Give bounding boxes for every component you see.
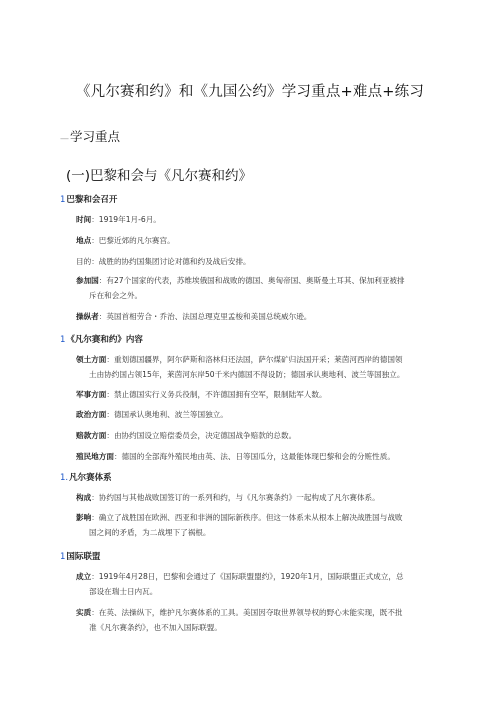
paragraph-impact	[76, 510, 460, 540]
heading-versailles-system	[60, 471, 112, 483]
paragraph-label: 操纵者	[76, 312, 99, 321]
paragraph-text: ：1919年4月28日，巴黎和会通过了《国际联盟盟约》，1920年1月，国际联盟正式成立，总	[91, 572, 404, 581]
heading-league-of-nations	[60, 550, 100, 562]
document-title: 《凡尔赛和约》和《九国公约》学习重点+难点+练习	[75, 84, 425, 100]
paragraph-time	[76, 212, 460, 227]
paragraph-goal	[76, 254, 460, 269]
paragraph-reparation	[76, 428, 460, 443]
paragraph-continuation: 国之间的矛盾，为二战埋下了祸根。	[89, 528, 211, 537]
paragraph-continuation: 斥在和会之外。	[89, 291, 143, 300]
paragraph-text: ：德国承认奥地利、波兰等国独立。	[106, 410, 228, 419]
paragraph-label: 目的	[76, 257, 92, 266]
heading-text: 凡尔赛体系	[69, 473, 112, 483]
paragraph-label: 参加国	[76, 276, 99, 285]
paragraph-founding	[76, 569, 460, 599]
section-heading-text: 学习重点	[70, 129, 121, 144]
paragraph-text: ：在英、法操纵下，维护凡尔赛体系的工具。美国因夺取世界领导权的野心未能实现，既不批	[91, 608, 403, 617]
paragraph-label: 影响	[76, 513, 92, 522]
paragraph-military	[76, 387, 460, 402]
paragraph-text: ：英国首相劳合・乔治、法国总理克里孟梭和美国总统威尔逊。	[98, 312, 312, 321]
paragraph-controllers	[76, 309, 460, 324]
heading-number: 1	[60, 195, 66, 205]
paragraph-text: ：由协约国设立赔偿委员会，决定德国战争赔款的总数。	[106, 431, 297, 440]
heading-treaty-content	[60, 333, 143, 345]
paragraph-text: ：禁止德国实行义务兵役制，不许德国拥有空军，限制陆军人数。	[106, 390, 327, 399]
paragraph-text: ：战胜的协约国集团讨论对德和约及战后安排。	[91, 257, 251, 266]
paragraph-label: 赔款方面	[76, 431, 107, 440]
paragraph-label: 领土方面	[76, 355, 107, 364]
paragraph-label: 成立	[76, 572, 92, 581]
paragraph-composition	[76, 490, 460, 505]
heading-paris-conference	[60, 193, 117, 205]
paragraph-label: 实质	[76, 608, 92, 617]
heading-text: 巴黎和会召开	[66, 195, 118, 205]
paragraph-text: ：确立了战胜国在欧洲、西亚和非洲的国际新秩序。但这一体系未从根本上解决战胜国与战败	[91, 513, 403, 522]
paragraph-colonies	[76, 449, 460, 464]
heading-number: 1.	[60, 473, 69, 483]
paragraph-place	[76, 233, 460, 248]
heading-text: 《凡尔赛和约》内容	[66, 335, 143, 345]
paragraph-essence	[76, 605, 460, 635]
paragraph-continuation: 部设在瑞士日内瓦。	[89, 587, 158, 596]
paragraph-politics	[76, 407, 460, 422]
subsection-heading: (一)巴黎和会与《凡尔赛和约》	[66, 168, 253, 184]
paragraph-label: 时间	[76, 215, 92, 224]
heading-text: 国际联盟	[66, 552, 101, 562]
paragraph-label: 军事方面	[76, 390, 107, 399]
paragraph-label: 地点	[76, 236, 92, 245]
section-marker: —	[60, 134, 69, 144]
paragraph-label: 殖民地方面	[76, 452, 114, 461]
paragraph-territory	[76, 352, 460, 382]
paragraph-text: ：重划德国疆界，阿尔萨斯和洛林归还法国，萨尔煤矿归法国开采；莱茵河西岸的德国领	[106, 355, 403, 364]
section-heading	[60, 127, 120, 145]
paragraph-text: ：协约国与其他战败国签订的一系列和约，与《凡尔赛条约》一起构成了凡尔赛体系。	[91, 493, 380, 502]
paragraph-text: ：1919年1月-6月。	[91, 215, 161, 224]
paragraph-text: ：巴黎近郊的凡尔赛宫。	[91, 236, 175, 245]
heading-number: 1	[60, 335, 66, 345]
paragraph-text: ：有27个国家的代表，苏维埃俄国和战败的德国、奥匈帝国、奥斯曼土耳其、保加利亚被排	[98, 276, 405, 285]
paragraph-label: 构成	[76, 493, 92, 502]
paragraph-attendees	[76, 273, 460, 303]
paragraph-continuation: 土由协约国占领15年，莱茵河东岸50千米内德国不得设防；德国承认奥地利、波兰等国独立。	[89, 370, 405, 379]
paragraph-continuation: 准《凡尔赛条约》，也不加入国际联盟。	[89, 623, 222, 632]
paragraph-text: ：德国的全部海外殖民地由英、法、日等国瓜分，这最能体现巴黎和会的分赃性质。	[113, 452, 395, 461]
paragraph-label: 政治方面	[76, 410, 107, 419]
heading-number: 1	[60, 552, 66, 562]
